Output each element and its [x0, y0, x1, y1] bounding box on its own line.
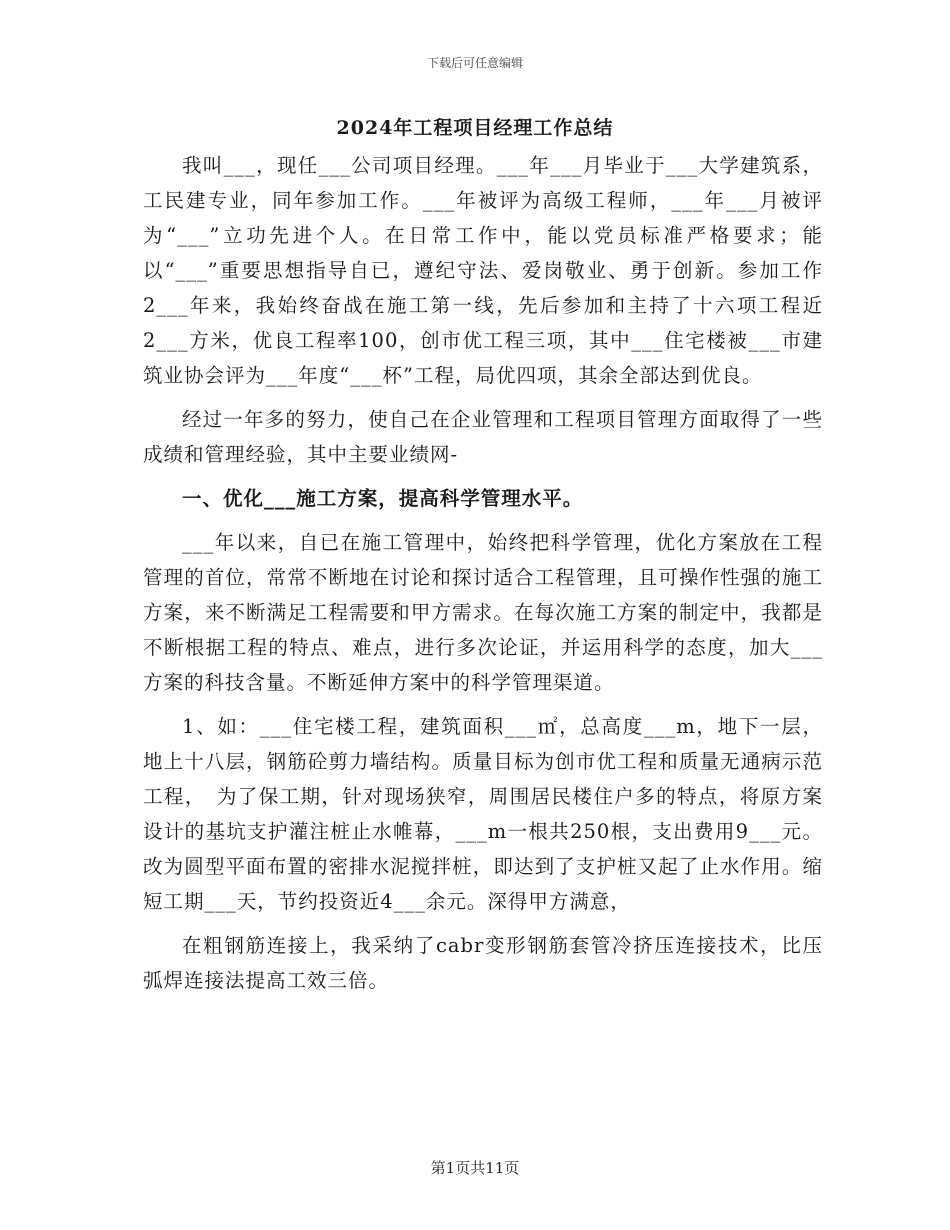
paragraph-steel-connection: 在粗钢筋连接上，我采纳了cabr变形钢筋套管冷挤压连接技术，比压弧焊连接法提高工效三倍。 — [143, 934, 823, 992]
paragraph-intro: 我叫___，现任___公司项目经理。___年___月毕业于___大学建筑系，工民建专业，同年参加工作。___年被评为高级工程师，___年___月被评为“___”立功先进个人。在日常工作中，能以党员标准严格要求；能以“___”重要思想指导自已，遵纪守法、爱岗敬业、勇于创新。参加工作2___年来，我始终奋战在施工第一线，先后参加和主持了十六项工程近2___方米，优良工程率100，创市优工程三项，其中___住宅楼被___市建筑业协会评为___年度“___杯”工程，局优四项，其余全部达到优良。 — [143, 154, 823, 387]
document-body — [143, 148, 823, 998]
paragraph-summary: 经过一年多的努力，使自己在企业管理和工程项目管理方面取得了一些成绩和管理经验，其中主要业绩网- — [143, 408, 823, 466]
paragraph-section-1: ___年以来，自已在施工管理中，始终把科学管理，优化方案放在工程管理的首位，常常不断地在讨论和探讨适合工程管理，且可操作性强的施工方案，来不断满足工程需要和甲方需求。在每次施工方案的制定中，我都是不断根据工程的特点、难点，进行多次论证，并运用科学的态度，加大___方案的科技含量。不断延伸方案中的科学管理渠道。 — [143, 531, 823, 694]
paragraph-example-1: 1、如：___住宅楼工程，建筑面积___㎡，总高度___m，地下一层，地上十八层，钢筋砼剪力墙结构。质量目标为创市优工程和质量无通病示范工程， 为了保工期，针对现场狭窄，周围居民楼住户多的特点，将原方案设计的基坑支护灌注桩止水帷幕，___m一根共250根，支出费用9___元。改为圆型平面布置的密排水泥搅拌桩，即达到了支护桩又起了止水作用。缩短工期___天，节约投资近4___余元。深得甲方满意， — [143, 715, 823, 913]
section-heading-1: 一、优化___施工方案，提高科学管理水平。 — [182, 487, 584, 510]
header-note: 下载后可任意编辑 — [426, 56, 523, 70]
document-title: 2024年工程项目经理工作总结 — [336, 117, 614, 139]
page-footer: 第1页共11页 — [430, 1159, 520, 1177]
